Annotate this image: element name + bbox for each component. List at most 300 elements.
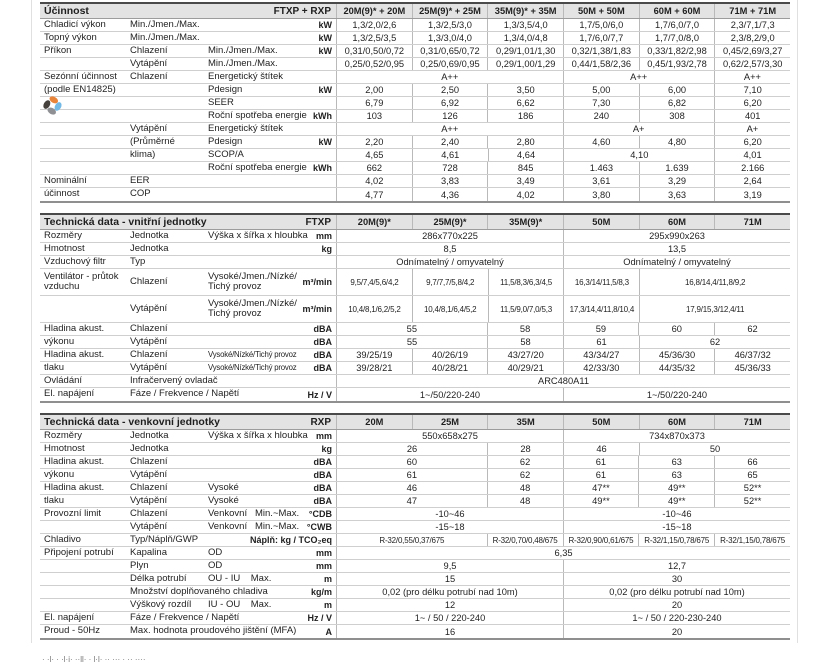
row-labels <box>40 534 336 546</box>
table-row <box>40 230 790 243</box>
row-values <box>336 336 790 348</box>
row-unit: °CWB <box>306 522 332 532</box>
data-cell: 240 <box>563 110 639 122</box>
data-cell: 1,7/7,0/8,0 <box>639 32 715 44</box>
column-headers <box>336 215 790 229</box>
section-header-row <box>40 2 790 19</box>
data-cell: A+ <box>563 123 714 135</box>
data-cell: 9,5 <box>336 560 563 572</box>
row-values <box>336 375 790 387</box>
row-values <box>336 612 790 624</box>
row-labels <box>40 375 336 387</box>
row-labels <box>40 612 336 624</box>
row-label-primary: El. napájení <box>44 388 95 400</box>
data-cell: 4,80 <box>639 136 715 148</box>
data-cell: 5,00 <box>563 84 639 96</box>
column-header: 25M(9)* + 25M <box>412 4 488 18</box>
row-labels <box>40 573 336 585</box>
row-values <box>336 456 790 468</box>
row-label-secondary: Typ <box>130 255 146 267</box>
row-label-secondary: Jednotka <box>130 429 169 441</box>
table-row <box>40 456 790 469</box>
table-row <box>40 482 790 495</box>
column-header: 20M <box>336 415 412 429</box>
data-cell: 3,63 <box>639 188 715 201</box>
data-cell: 61 <box>563 469 639 481</box>
data-cell: 0,31/0,50/0,72 <box>336 45 412 57</box>
column-header: 71M <box>714 415 790 429</box>
section-header-labels <box>40 415 336 429</box>
row-label-primary: Hmotnost <box>44 242 85 254</box>
data-cell: -10~46 <box>563 508 790 520</box>
row-labels <box>40 521 336 533</box>
table-row <box>40 71 790 84</box>
row-labels <box>40 560 336 572</box>
data-cell: 48 <box>487 495 563 507</box>
row-label-secondary: Fáze / Frekvence / Napětí <box>130 611 240 623</box>
row-unit: kW <box>318 20 332 30</box>
data-cell: 15 <box>336 573 563 585</box>
row-unit: dBA <box>313 324 332 334</box>
data-cell: 0,25/0,69/0,95 <box>412 58 488 70</box>
data-cell: 0,45/2,69/3,27 <box>714 45 790 57</box>
row-unit: kg <box>321 444 332 454</box>
row-label-tertiary: Roční spotřeba energie <box>208 161 307 173</box>
table-row <box>40 175 790 188</box>
data-cell: 40/26/19 <box>412 349 488 361</box>
row-label-primary: (podle EN14825) <box>44 83 116 95</box>
data-cell: 0,32/1,38/1,83 <box>563 45 639 57</box>
row-label-secondary: Infračervený ovladač <box>130 374 218 386</box>
data-cell: 2,20 <box>336 136 412 148</box>
column-header: 35M <box>487 415 563 429</box>
data-cell: 1,7/6,0/7,0 <box>639 19 715 31</box>
row-labels <box>40 349 336 361</box>
data-cell: Odnímatelný / omyvatelný <box>563 256 790 268</box>
data-cell: 126 <box>412 110 488 122</box>
row-labels <box>40 456 336 468</box>
row-label-tertiary: Výška x šířka x hloubka <box>208 229 308 241</box>
row-unit: dBA <box>313 470 332 480</box>
column-header: 20M(9)* + 20M <box>336 4 412 18</box>
row-label-secondary: klima) <box>130 148 156 160</box>
row-values <box>336 508 790 520</box>
data-cell: 9,7/7,7/5,8/4,2 <box>412 269 488 295</box>
row-label-primary: Hladina akust. <box>44 455 105 467</box>
row-unit: m <box>323 600 332 610</box>
row-values <box>336 521 790 533</box>
row-label-primary: výkonu <box>44 468 75 480</box>
data-cell: R-32/1,15/0,78/675 <box>638 534 714 546</box>
row-values <box>336 256 790 268</box>
table-row <box>40 58 790 71</box>
data-cell: 0,45/1,93/2,78 <box>639 58 715 70</box>
data-cell: 17,9/15,3/12,4/11 <box>639 296 790 322</box>
data-cell: 4,36 <box>412 188 488 201</box>
row-label-secondary: Jednotka <box>130 442 169 454</box>
table-row <box>40 256 790 269</box>
data-cell: 295x990x263 <box>563 230 790 242</box>
column-header: 60M + 60M <box>639 4 715 18</box>
data-cell: 6,00 <box>639 84 715 96</box>
row-label-secondary: Vytápění <box>130 335 168 347</box>
row-unit: kW <box>318 85 332 95</box>
row-label-primary: Připojení potrubí <box>44 546 114 558</box>
row-label-primary: tlaku <box>44 361 65 373</box>
row-label-secondary: Max. hodnota proudového jištění (MFA) <box>130 625 297 637</box>
row-label-primary: Ovládání <box>44 374 83 386</box>
row-unit: kg <box>321 244 332 254</box>
row-label-primary: Hladina akust. <box>44 481 105 493</box>
row-label-tertiary: Vysoké/Nízké/Tichý provoz <box>208 349 297 359</box>
table-row <box>40 97 790 110</box>
table-row <box>40 349 790 362</box>
row-label-primary: Hladina akust. <box>44 348 105 360</box>
model-code: RXP <box>310 416 331 428</box>
data-cell: 20 <box>563 625 790 638</box>
data-cell: 4,61 <box>412 149 488 161</box>
data-cell: 1~ / 50 / 220-230-240 <box>563 612 790 624</box>
table-section <box>40 413 790 640</box>
data-cell: 1,3/3,0/4,0 <box>412 32 488 44</box>
data-cell: 2,64 <box>714 175 790 187</box>
row-label-tertiary: SEER <box>208 96 234 108</box>
row-label-tertiary: Pdesign <box>208 135 243 147</box>
row-label-tertiary: Energetický štítek <box>208 70 283 82</box>
row-unit: mm <box>315 431 332 441</box>
section-header-row <box>40 213 790 230</box>
row-label-secondary: EER <box>130 174 150 186</box>
table-row <box>40 443 790 456</box>
table-row <box>40 84 790 97</box>
data-cell: 2.166 <box>714 162 790 174</box>
table-row <box>40 599 790 612</box>
row-label-secondary: Plyn <box>130 559 149 571</box>
row-label-tertiary: Pdesign <box>208 83 243 95</box>
table-section <box>40 2 790 203</box>
data-cell: 49** <box>563 495 639 507</box>
table-row <box>40 612 790 625</box>
row-label-secondary: Vytápění <box>130 520 168 532</box>
row-labels <box>40 469 336 481</box>
row-unit: dBA <box>313 350 332 360</box>
row-label-secondary: Chlazení <box>130 322 168 334</box>
table-row <box>40 149 790 162</box>
data-cell: 6,20 <box>714 136 790 148</box>
table-row <box>40 323 790 336</box>
data-cell: 52** <box>714 482 790 494</box>
data-cell: 308 <box>639 110 715 122</box>
data-cell: 6,62 <box>487 97 563 109</box>
data-cell: 6,35 <box>336 547 790 559</box>
row-labels <box>40 58 336 70</box>
data-cell: 6,92 <box>412 97 488 109</box>
row-values <box>336 123 790 135</box>
row-labels <box>40 256 336 268</box>
row-label-secondary: Kapalina <box>130 546 167 558</box>
data-cell: 58 <box>487 336 563 348</box>
data-cell: 1,3/4,0/4,8 <box>487 32 563 44</box>
row-label-secondary: Vytápění <box>130 361 168 373</box>
column-header: 71M <box>714 215 790 229</box>
data-cell: 47 <box>336 495 487 507</box>
data-cell: 13,5 <box>563 243 790 255</box>
section-header-labels <box>40 215 336 229</box>
row-label-tertiary: Min./Jmen./Max. <box>208 57 278 69</box>
row-values <box>336 230 790 242</box>
data-cell: 48 <box>487 482 563 494</box>
row-labels <box>40 32 336 44</box>
row-unit: kWh <box>313 163 332 173</box>
table-row <box>40 388 790 401</box>
data-cell: 2,00 <box>336 84 412 96</box>
table-row <box>40 547 790 560</box>
data-cell: 47** <box>563 482 639 494</box>
row-label-primary: Topný výkon <box>44 31 97 43</box>
data-cell: 4,77 <box>336 188 412 201</box>
row-label-primary: Rozměry <box>44 229 83 241</box>
row-unit: m³/min <box>302 277 332 287</box>
row-labels <box>40 362 336 374</box>
row-values <box>336 349 790 361</box>
row-label-primary: Proud - 50Hz <box>44 625 100 637</box>
data-cell: 45/36/33 <box>714 362 790 374</box>
data-cell: 16 <box>336 625 563 638</box>
row-labels <box>40 508 336 520</box>
data-cell: 0,44/1,58/2,36 <box>563 58 639 70</box>
footnote-clipped <box>40 650 790 664</box>
row-labels <box>40 45 336 57</box>
row-values <box>336 547 790 559</box>
row-unit: kW <box>318 137 332 147</box>
row-labels <box>40 175 336 187</box>
row-values <box>336 573 790 585</box>
row-label-tertiary: Vysoké <box>208 494 239 506</box>
data-cell: 46 <box>563 443 639 455</box>
section-header-labels <box>40 4 336 18</box>
row-label-tertiary: OD <box>208 559 223 571</box>
row-values <box>336 162 790 174</box>
data-cell: 39/25/19 <box>336 349 412 361</box>
column-header: 20M(9)* <box>336 215 412 229</box>
row-label-primary: tlaku <box>44 494 65 506</box>
row-values <box>336 84 790 96</box>
column-headers <box>336 415 790 429</box>
row-labels <box>40 110 336 122</box>
column-header: 35M(9)* + 35M <box>487 4 563 18</box>
row-values <box>336 469 790 481</box>
data-cell: 43/27/20 <box>487 349 563 361</box>
table-row <box>40 625 790 638</box>
row-label-secondary: Vytápění <box>130 494 168 506</box>
row-unit: kW <box>318 33 332 43</box>
data-cell: A++ <box>336 123 563 135</box>
data-cell: 103 <box>336 110 412 122</box>
row-labels <box>40 323 336 335</box>
row-labels <box>40 336 336 348</box>
row-values <box>336 32 790 44</box>
row-labels <box>40 482 336 494</box>
row-values <box>336 243 790 255</box>
table-row <box>40 534 790 547</box>
row-label-tertiary: Min./Jmen./Max. <box>208 44 278 56</box>
row-labels <box>40 243 336 255</box>
data-cell: 1,3/2,5/3,0 <box>412 19 488 31</box>
data-cell: 1.639 <box>639 162 715 174</box>
row-label-primary: Sezónní účinnost <box>44 70 117 82</box>
row-values <box>336 430 790 442</box>
column-header: 50M <box>563 415 639 429</box>
data-cell: 63 <box>638 456 714 468</box>
row-label-primary: Hladina akust. <box>44 322 105 334</box>
row-values <box>336 58 790 70</box>
table-row <box>40 573 790 586</box>
row-labels <box>40 162 336 174</box>
specification-tables <box>40 2 790 664</box>
data-cell: 1,3/2,5/3,5 <box>336 32 412 44</box>
data-cell: 3,19 <box>714 188 790 201</box>
table-row <box>40 560 790 573</box>
row-unit: Hz / V <box>307 613 332 623</box>
row-label-secondary: (Průměrné <box>130 135 175 147</box>
data-cell: R-32/0,90/0,61/675 <box>563 534 639 546</box>
footnote-text: · ·l· · ·l·i· ··ll· · l·l· ·· ··· · ·· ···· <box>42 655 146 664</box>
data-cell: R-32/1,15/0,78/675 <box>714 534 790 546</box>
table-row <box>40 162 790 175</box>
page-column-edge-right <box>797 0 798 643</box>
row-unit: Náplň: kg / TCO₂eq <box>249 535 332 545</box>
table-row <box>40 469 790 482</box>
column-header: 60M <box>639 215 715 229</box>
row-labels <box>40 149 336 161</box>
data-cell: 3,50 <box>487 84 563 96</box>
row-values <box>336 362 790 374</box>
row-label-secondary: Vytápění <box>130 57 168 69</box>
data-cell: A++ <box>563 71 714 83</box>
row-label-secondary: Délka potrubí <box>130 572 187 584</box>
data-cell: 60 <box>336 456 487 468</box>
row-label-secondary: COP <box>130 188 151 200</box>
row-values <box>336 19 790 31</box>
data-cell: 4,02 <box>487 188 563 201</box>
data-cell: 44/35/32 <box>639 362 715 374</box>
table-row <box>40 336 790 349</box>
data-cell: 50 <box>639 443 790 455</box>
row-label-tertiary: Vysoké <box>208 481 239 493</box>
data-cell: 845 <box>487 162 563 174</box>
data-cell: 16,8/14,4/11,8/9,2 <box>639 269 790 295</box>
data-cell: 3,29 <box>639 175 715 187</box>
row-label-secondary: Chlazení <box>130 455 168 467</box>
data-cell: 61 <box>336 469 487 481</box>
row-label-primary: Rozměry <box>44 429 83 441</box>
data-cell: A++ <box>714 71 790 83</box>
data-cell: 0,25/0,52/0,95 <box>336 58 412 70</box>
row-label-primary <box>40 97 130 110</box>
row-unit: kg/m <box>310 587 332 597</box>
table-row <box>40 508 790 521</box>
row-label-primary: Provozní limit <box>44 507 102 519</box>
data-cell: 11,5/8,3/6,3/4,5 <box>488 269 564 295</box>
row-label-secondary: Vytápění <box>130 122 168 134</box>
data-cell: 4,02 <box>336 175 412 187</box>
data-cell: 2,40 <box>412 136 488 148</box>
row-label-secondary: Fáze / Frekvence / Napětí <box>130 388 240 400</box>
data-cell: -15~18 <box>563 521 790 533</box>
data-cell: 1~/50/220-240 <box>336 388 563 401</box>
column-header: 25M <box>412 415 488 429</box>
row-values <box>336 560 790 572</box>
data-cell: 10,4/8,1/6,2/5,2 <box>336 296 412 322</box>
data-cell: 39/28/21 <box>336 362 412 374</box>
section-title: Technická data - vnitřní jednotky <box>44 216 207 228</box>
row-values <box>336 495 790 507</box>
row-label-tertiary: IU - OU Max. <box>208 598 272 610</box>
row-values <box>336 625 790 638</box>
data-cell: 26 <box>336 443 487 455</box>
row-label-secondary: Typ/Náplň/GWP <box>130 533 199 545</box>
table-row <box>40 123 790 136</box>
row-label-secondary: Množství doplňovaného chladiva <box>130 585 268 597</box>
column-header: 60M <box>639 415 715 429</box>
data-cell: 4,60 <box>563 136 639 148</box>
data-cell: R-32/0,70/0,48/675 <box>487 534 563 546</box>
row-label-primary: účinnost <box>44 188 80 200</box>
row-values <box>336 136 790 148</box>
row-labels <box>40 443 336 455</box>
data-cell: 40/29/21 <box>487 362 563 374</box>
model-code: FTXP <box>305 216 331 228</box>
data-cell: 40/28/21 <box>412 362 488 374</box>
row-values <box>336 296 790 322</box>
row-values <box>336 599 790 611</box>
row-values <box>336 97 790 109</box>
data-cell: 6,82 <box>639 97 715 109</box>
data-cell: 1,3/3,5/4,0 <box>487 19 563 31</box>
table-row <box>40 243 790 256</box>
row-unit: dBA <box>313 457 332 467</box>
row-label-secondary: Min./Jmen./Max. <box>130 31 200 43</box>
row-values <box>336 388 790 401</box>
page-column-edge-left <box>31 0 32 643</box>
row-label-tertiary: Venkovní Min.~Max. <box>208 520 300 532</box>
row-label-primary: Hmotnost <box>44 442 85 454</box>
row-label-primary: Nominální <box>44 174 87 186</box>
row-unit: kWh <box>313 111 332 121</box>
data-cell: 2,50 <box>412 84 488 96</box>
data-cell: 55 <box>336 323 487 335</box>
data-cell: 186 <box>487 110 563 122</box>
row-unit: dBA <box>313 483 332 493</box>
row-values <box>336 110 790 122</box>
data-cell: 401 <box>714 110 790 122</box>
data-cell: 1.463 <box>563 162 639 174</box>
table-row <box>40 45 790 58</box>
row-unit: dBA <box>313 363 332 373</box>
data-cell: 62 <box>487 469 563 481</box>
row-label-primary: výkonu <box>44 335 75 347</box>
row-label-primary: Příkon <box>44 44 72 56</box>
row-label-secondary: Vytápění <box>130 302 168 314</box>
data-cell: 46/37/32 <box>714 349 790 361</box>
data-cell: 45/36/30 <box>639 349 715 361</box>
section-title: Technická data - venkovní jednotky <box>44 416 221 428</box>
row-unit: A <box>325 626 332 637</box>
row-labels <box>40 71 336 83</box>
row-labels <box>40 599 336 611</box>
data-cell: 0,33/1,82/2,98 <box>639 45 715 57</box>
data-cell: 2,3/7,1/7,3 <box>714 19 790 31</box>
